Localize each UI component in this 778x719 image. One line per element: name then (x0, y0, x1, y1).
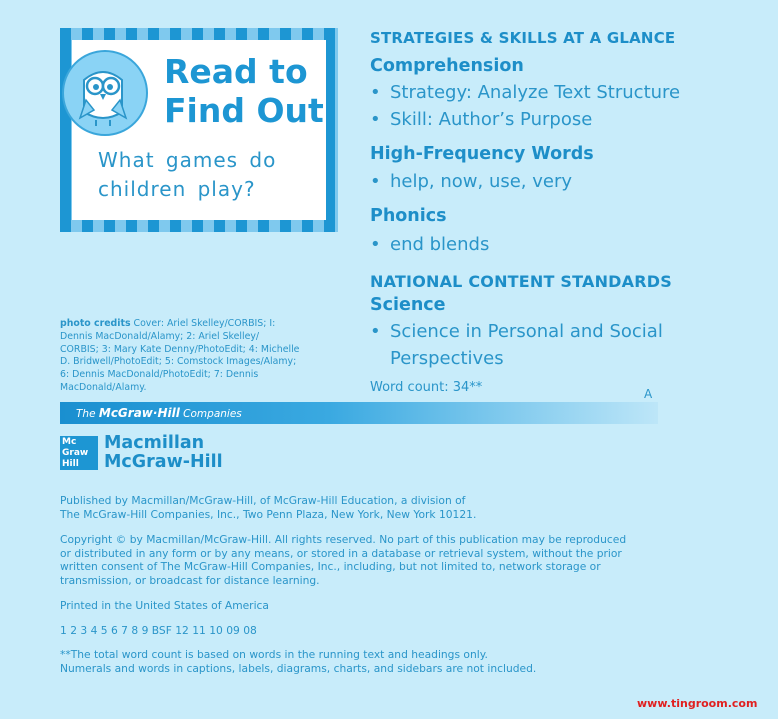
mcgraw-hill-band (60, 402, 658, 424)
guiding-question: What games do children play? (98, 148, 277, 201)
strategy-text: Strategy: Analyze Text Structure (390, 82, 681, 103)
owl-icon (62, 50, 148, 136)
band-companies: Companies (179, 408, 242, 420)
word-count-footnote: **The total word count is based on words in the running text and headings only. Numerals and words in captions, labels, diagrams, charts, and sidebars are not included. (60, 648, 537, 675)
print-line: 1 2 3 4 5 6 7 8 9 BSF 12 11 10 09 08 (60, 624, 257, 637)
band-text (76, 406, 242, 420)
phonics-text: end blends (390, 234, 490, 255)
read-to-find-out-title: Read to Find Out (164, 52, 324, 130)
macmillan-mcgraw-hill-logo-text: Macmillan McGraw-Hill (104, 433, 223, 472)
printed-in: Printed in the United States of America (60, 599, 269, 612)
bullet-icon: • (370, 82, 381, 103)
photo-credits (60, 318, 300, 395)
bullet-icon: • (370, 171, 381, 192)
bullet-hfw (370, 171, 572, 192)
standards-heading: NATIONAL CONTENT STANDARDS (370, 272, 672, 291)
bullet-icon: • (370, 321, 381, 342)
word-count: Word count: 34** (370, 380, 483, 395)
hfw-text: help, now, use, very (390, 171, 573, 192)
science-text-line2: Perspectives (390, 348, 504, 369)
read-to-find-out-box (60, 28, 338, 232)
bullet-skill (370, 109, 592, 130)
strategies-heading: STRATEGIES & SKILLS AT A GLANCE (370, 29, 676, 47)
band-brand: McGraw·Hill (98, 406, 180, 420)
bullet-strategy (370, 82, 680, 103)
bullet-science (370, 321, 663, 342)
mcgraw-hill-logo-icon: Mc Graw Hill (60, 436, 98, 470)
bullet-icon: • (370, 234, 381, 255)
bullet-icon: • (370, 109, 381, 130)
copyright-notice: Copyright © by Macmillan/McGraw-Hill. All rights reserved. No part of this publication may be reproduced or distributed in any form or by any means, or stored in a database or retrieval system, without the prior written consent of The McGraw-Hill Companies, Inc., including, but not limited to, network storage or transmission, or broadcast for distance learning. (60, 533, 627, 587)
bullet-phonics (370, 234, 489, 255)
comprehension-heading: Comprehension (370, 56, 524, 76)
hfw-heading: High-Frequency Words (370, 144, 594, 164)
science-heading: Science (370, 295, 446, 315)
science-text-line1: Science in Personal and Social (390, 321, 663, 342)
phonics-heading: Phonics (370, 206, 447, 226)
watermark: www.tingroom.com (637, 697, 758, 710)
level-letter: A (644, 387, 653, 401)
read-box-inner (72, 40, 326, 220)
photo-credits-text: Cover: Ariel Skelley/CORBIS; I: Dennis MacDonald/Alamy; 2: Ariel Skelley/ CORBIS; 3: Mary Kate Denny/PhotoEdit; 4: Michelle D. Bridwell/PhotoEdit; 5: Comstock Images/Alamy; 6: Dennis MacDonald/PhotoEdit; 7: Dennis MacDonald/Alamy. (60, 318, 300, 393)
skill-text: Skill: Author’s Purpose (390, 109, 593, 130)
band-the: The (76, 408, 99, 420)
published-by: Published by Macmillan/McGraw-Hill, of McGraw-Hill Education, a division of The McGraw-Hill Companies, Inc., Two Penn Plaza, New York, New York 10121. (60, 494, 477, 521)
photo-credits-label: photo credits (60, 318, 131, 329)
